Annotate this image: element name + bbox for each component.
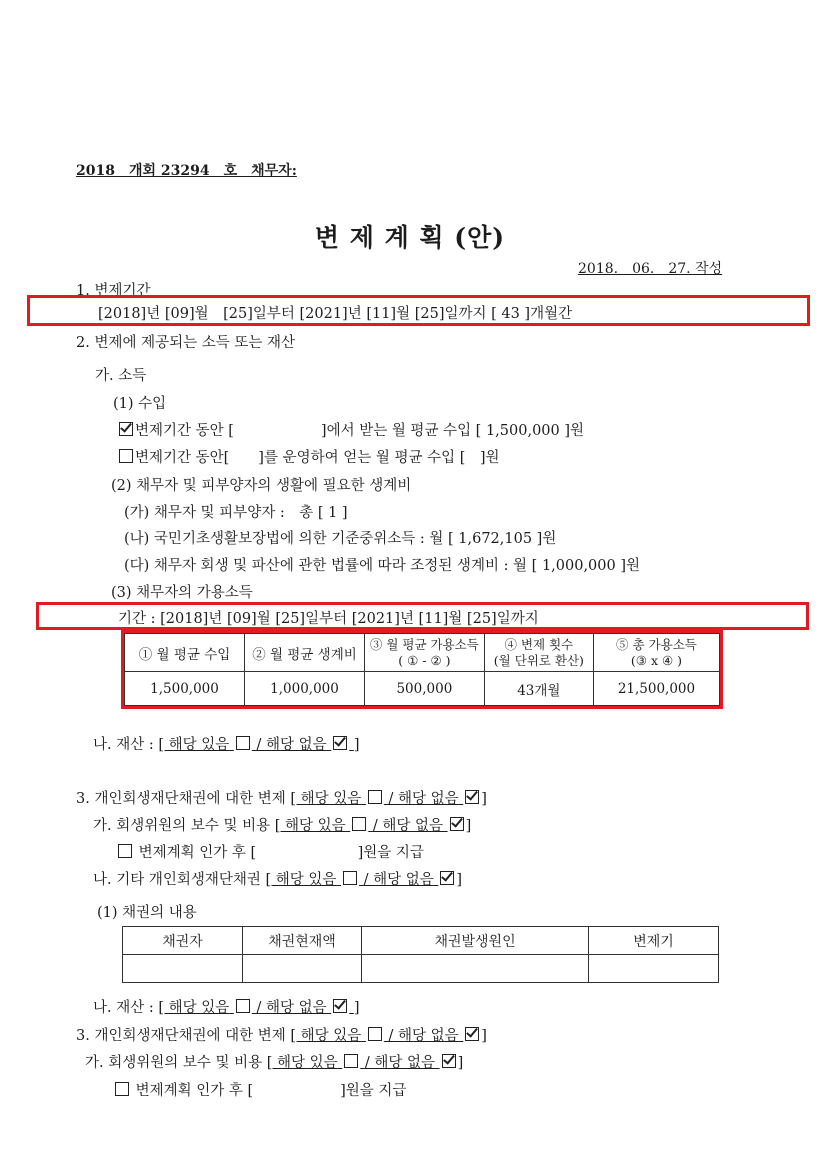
col-repayment-count: ④ 변제 횟수 (월 단위로 환산) <box>484 634 593 672</box>
section-3-no-checkbox[interactable] <box>465 790 479 804</box>
col-monthly-living-cost: ② 월 평균 생계비 <box>245 634 365 672</box>
available-income-period: 기간 : [2018]년 [09]월 [25]일부터 [2021]년 [11]월 [25]일까지 <box>118 611 539 627</box>
table-row <box>123 955 719 983</box>
commissioner-fee-sub-label: 변제계획 인가 후 [ ]원을 지급 <box>138 845 424 861</box>
commissioner-fee-sub <box>116 841 424 862</box>
section-3b-heading: 3. 개인회생재단채권에 대한 변제 <box>76 1028 286 1044</box>
section-1-heading: 1. 변제기간 <box>76 283 151 299</box>
section-3b-no-checkbox[interactable] <box>465 1027 479 1041</box>
claims-table <box>122 926 719 983</box>
living-cost-heading: (2) 채무자 및 피부양자의 생활에 필요한 생계비 <box>111 478 412 494</box>
col-total-available-income: ⑤ 총 가용소득 (③ x ④ ) <box>593 634 719 672</box>
cell-creditor[interactable] <box>123 955 243 983</box>
commissioner-fee-2-yes-checkbox[interactable] <box>344 1054 358 1068</box>
commissioner-fee-sub-2-checkbox[interactable] <box>115 1082 129 1096</box>
commissioner-fee-2-no-checkbox[interactable] <box>442 1054 456 1068</box>
property-label: 나. 재산 : <box>93 737 154 753</box>
claims-content-heading: (1) 채권의 내용 <box>97 905 197 921</box>
available-income-table <box>124 633 720 706</box>
available-income-heading: (3) 채무자의 가용소득 <box>111 585 253 601</box>
commissioner-fee-no-checkbox[interactable] <box>450 817 464 831</box>
property-yes-checkbox[interactable] <box>236 736 250 750</box>
commissioner-fee-sub-checkbox[interactable] <box>118 844 132 858</box>
cell-due-date[interactable] <box>589 955 719 983</box>
section-2-heading: 2. 변제에 제공되는 소득 또는 재산 <box>76 335 295 351</box>
claims-header-row <box>123 927 719 955</box>
income-heading: (1) 수입 <box>113 396 167 412</box>
document-title: 변 제 계 획 (안) <box>314 223 506 252</box>
section-3b-line <box>76 1024 487 1045</box>
income-subheading: 가. 소득 <box>95 368 147 384</box>
col-due-date: 변제기 <box>589 927 719 955</box>
commissioner-fee-sub-2-label: 변제계획 인가 후 [ ]원을 지급 <box>135 1083 407 1099</box>
living-cost-dependents: (가) 채무자 및 피부양자 : 총 [ 1 ] <box>124 505 348 521</box>
col-cause: 채권발생원인 <box>362 927 589 955</box>
case-number-line: 2018 개회 23294 호 채무자: <box>76 163 297 179</box>
income-option-2-label: 변제기간 동안[ ]를 운영하여 얻는 월 평균 수입 [ ]원 <box>135 450 500 466</box>
repayment-period: [2018]년 [09]월 [25]일부터 [2021]년 [11]월 [25]일까지 [ 43 ]개월간 <box>98 306 573 322</box>
cell-monthly-living-cost: 1,000,000 <box>245 672 365 706</box>
cell-available-income: 500,000 <box>365 672 485 706</box>
living-cost-median: (나) 국민기초생활보장법에 의한 기준중위소득 : 월 [ 1,672,105 ]원 <box>124 531 557 547</box>
income-option-1 <box>117 419 584 440</box>
col-current-amount: 채권현재액 <box>243 927 362 955</box>
commissioner-fee-sub-2 <box>113 1079 406 1100</box>
income-option-1-checkbox[interactable] <box>119 422 133 436</box>
property-options-2: [ 해당 있음 / 해당 없음 ] <box>158 1000 360 1016</box>
date-line: 2018. 06. 27. 작성 <box>578 261 723 277</box>
property-line <box>93 733 360 754</box>
section-3-yes-checkbox[interactable] <box>368 790 382 804</box>
living-cost-adjusted: (다) 채무자 회생 및 파산에 관한 법률에 따라 조정된 생계비 : 월 [ 1,000,000 ]원 <box>124 558 641 574</box>
table-row <box>125 672 720 706</box>
commissioner-fee-line-2 <box>85 1051 463 1072</box>
section-3-options: [ 해당 있음 / 해당 없음 ] <box>290 791 487 807</box>
other-claims-no-checkbox[interactable] <box>440 871 454 885</box>
cell-cause[interactable] <box>362 955 589 983</box>
income-option-2 <box>117 446 500 467</box>
property-label-2: 나. 재산 : <box>93 1000 154 1016</box>
property-2-no-checkbox[interactable] <box>333 999 347 1013</box>
cell-repayment-count: 43개월 <box>484 672 593 706</box>
cell-current-amount[interactable] <box>243 955 362 983</box>
property-line-2 <box>93 996 360 1017</box>
col-available-income: ③ 월 평균 가용소득 ( ① - ② ) <box>365 634 485 672</box>
property-2-yes-checkbox[interactable] <box>236 999 250 1013</box>
commissioner-fee-options: [ 해당 있음 / 해당 없음 ] <box>274 818 472 834</box>
commissioner-fee-yes-checkbox[interactable] <box>352 817 366 831</box>
income-option-2-checkbox[interactable] <box>119 449 133 463</box>
other-claims-options: [ 해당 있음 / 해당 없음 ] <box>265 872 463 888</box>
property-options: [ 해당 있음 / 해당 없음 ] <box>158 737 360 753</box>
commissioner-fee-label-2: 가. 회생위원의 보수 및 비용 <box>85 1055 263 1071</box>
table-header-row <box>125 634 720 672</box>
other-claims-label: 나. 기타 개인회생재단채권 <box>93 872 261 888</box>
other-claims-yes-checkbox[interactable] <box>343 871 357 885</box>
section-3-heading: 3. 개인회생재단채권에 대한 변제 <box>76 791 286 807</box>
section-3b-yes-checkbox[interactable] <box>368 1027 382 1041</box>
cell-monthly-income: 1,500,000 <box>125 672 245 706</box>
commissioner-fee-options-2: [ 해당 있음 / 해당 없음 ] <box>266 1055 464 1071</box>
property-no-checkbox[interactable] <box>333 736 347 750</box>
commissioner-fee-label: 가. 회생위원의 보수 및 비용 <box>93 818 271 834</box>
income-option-1-label: 변제기간 동안 [ ]에서 받는 월 평균 수입 [ 1,500,000 ]원 <box>135 423 585 439</box>
col-creditor: 채권자 <box>123 927 243 955</box>
section-3-line <box>76 787 487 808</box>
section-3b-options: [ 해당 있음 / 해당 없음 ] <box>290 1028 487 1044</box>
col-monthly-income: ① 월 평균 수입 <box>125 634 245 672</box>
commissioner-fee-line <box>93 814 471 835</box>
other-claims-line <box>93 868 462 889</box>
cell-total-available-income: 21,500,000 <box>593 672 719 706</box>
